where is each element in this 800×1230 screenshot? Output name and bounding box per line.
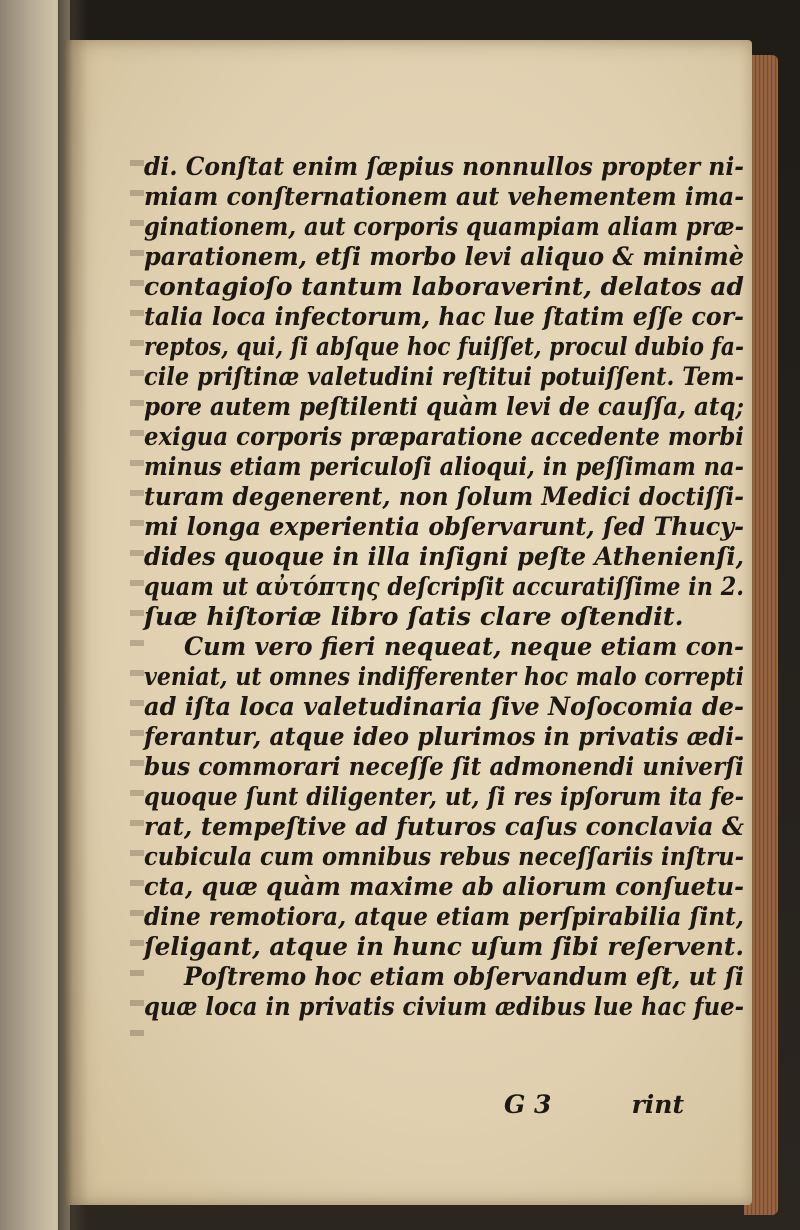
text-line: bus commorari neceſſe ſit admonendi univerſi [144,752,744,782]
text-line: dides quoque in illa inſigni peſte Athenienſi, [144,542,744,572]
text-line: ſuæ hiſtoriæ libro ſatis clare oſtendit. [144,602,684,632]
text-line: talia loca infectorum, hac lue ſtatim eſſe cor- [144,302,744,332]
signature-mark: G 3 [504,1090,552,1119]
text-line: cubicula cum omnibus rebus neceſſariis inſtru- [144,842,744,872]
bleed-through-marks [130,160,144,1060]
catchword: rint [631,1090,684,1119]
text-line: cile priſtinæ valetudini reſtitui potuiſſent. Tem- [144,362,744,392]
text-line: ſeligant, atque in hunc uſum ſibi reſervent. [144,932,744,962]
text-line: mi longa experientia obſervarunt, ſed Thucy- [144,512,744,542]
text-line: dine remotiora, atque etiam perſpirabilia ſint, [144,902,744,932]
text-line: exigua corporis præparatione accedente morbi [144,422,744,452]
text-line: pore autem peſtilenti quàm levi de cauſſa, atq; [144,392,744,422]
text-line: turam degenerent, non ſolum Medici doctiſſi- [144,482,744,512]
text-line: ad iſta loca valetudinaria ſive Noſocomia de- [144,692,744,722]
text-line: cta, quæ quàm maxime ab aliorum conſuetu- [144,872,744,902]
text-line: miam conſternationem aut vehementem ima- [144,182,744,212]
text-line: veniat, ut omnes indifferenter hoc malo correpti [144,662,744,692]
text-line: ferantur, atque ideo plurimos in privatis ædi- [144,722,744,752]
text-line: reptos, qui, ſi abſque hoc fuiſſet, procul dubio fa- [144,332,744,362]
text-line: quæ loca in privatis civium ædibus lue hac fue- [144,992,744,1022]
text-line: parationem, etſi morbo levi aliquo & minimè [144,242,744,272]
paragraph-start-line: Cum vero fieri nequeat, neque etiam con- [184,632,744,662]
text-line: quoque ſunt diligenter, ut, ſi res ipſorum ita fe- [144,782,744,812]
paragraph-start-line: Poſtremo hoc etiam obſervandum eſt, ut ſi [184,962,744,992]
text-line: ginationem, aut corporis quampiam aliam præ- [144,212,744,242]
page-footer [144,1090,684,1120]
binding-gutter-shadow [58,0,88,1230]
text-line: rat, tempeſtive ad futuros caſus conclavia & [144,812,744,842]
text-line: di. Conſtat enim ſæpius nonnullos propter ni- [144,152,744,182]
text-line: contagioſo tantum laboraverint, delatos ad [144,272,744,302]
book-page [64,40,752,1205]
text-line: quam ut αὐτόπτης deſcripſit accuratiſſime in 2. [144,572,744,602]
text-line: minus etiam periculoſi alioqui, in peſſimam na- [144,452,744,482]
body-text [144,152,744,1022]
